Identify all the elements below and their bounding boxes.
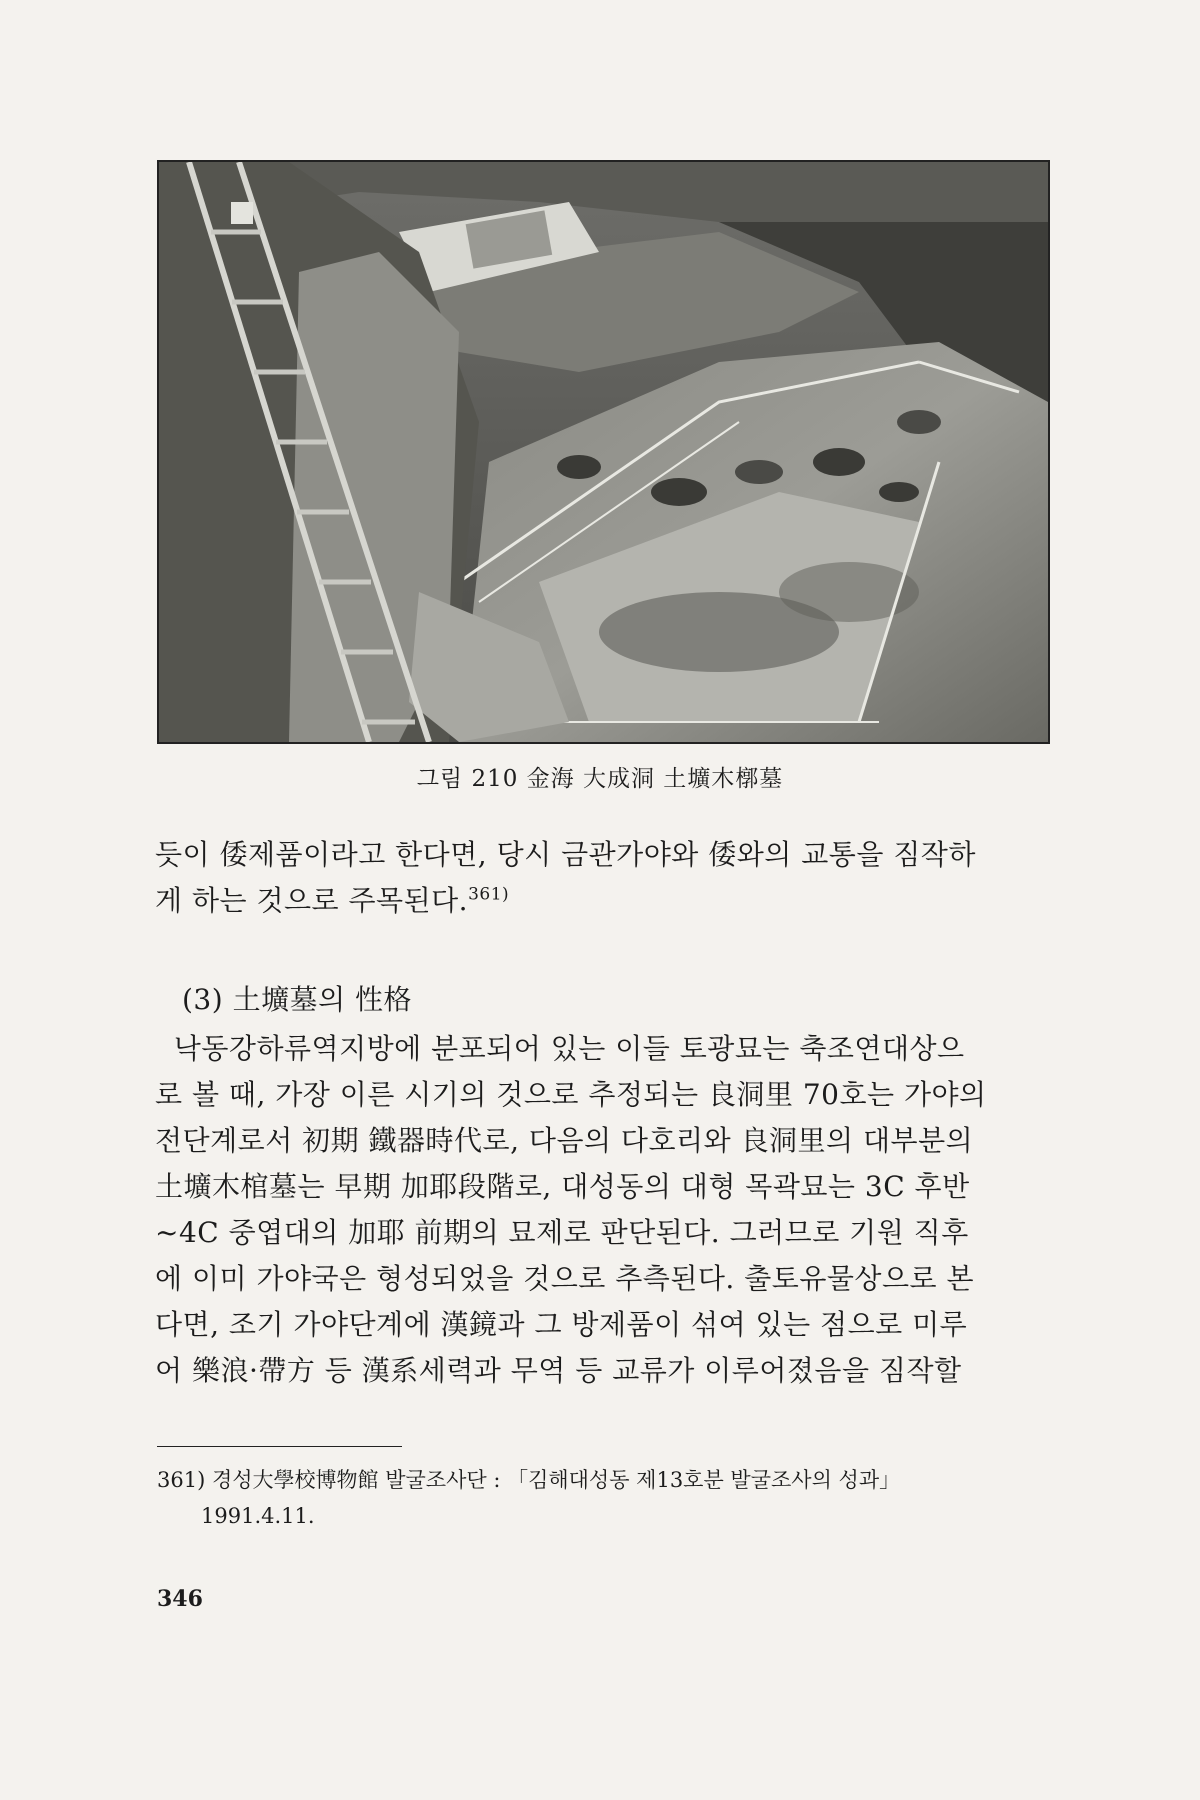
excavation-photo bbox=[157, 160, 1050, 744]
footnote-reference[interactable]: 361) bbox=[468, 884, 510, 905]
excavation-photo-image bbox=[159, 162, 1048, 742]
paragraph-line: ~4C 중엽대의 加耶 前期의 묘제로 판단된다. 그러므로 기원 직후 bbox=[155, 1216, 969, 1249]
page-number: 346 bbox=[157, 1586, 203, 1612]
paragraph-line: 에 이미 가야국은 형성되었을 것으로 추측된다. 출토유물상으로 본 bbox=[155, 1262, 975, 1295]
paragraph-line-with-ref bbox=[155, 878, 1048, 924]
footnote-divider bbox=[157, 1446, 402, 1447]
footnote bbox=[157, 1462, 1050, 1534]
paragraph-line: 전단계로서 初期 鐵器時代로, 다음의 다호리와 良洞里의 대부분의 bbox=[155, 1124, 974, 1157]
paragraph-line: 다면, 조기 가야단계에 漢鏡과 그 방제품이 섞여 있는 점으로 미루 bbox=[155, 1308, 968, 1341]
paragraph-line: 로 볼 때, 가장 이른 시기의 것으로 추정되는 良洞里 70호는 가야의 bbox=[155, 1078, 987, 1111]
footnote-text: 경성大學校博物館 발굴조사단 : 「김해대성동 제13호분 발굴조사의 성과」 bbox=[211, 1468, 901, 1492]
paragraph-line: 낙동강하류역지방에 분포되어 있는 이들 토광묘는 축조연대상으 bbox=[155, 1032, 965, 1065]
paragraph-line: 어 樂浪·帶方 등 漢系세력과 무역 등 교류가 이루어졌음을 짐작할 bbox=[155, 1354, 962, 1387]
section-heading: (3) 土壙墓의 性格 bbox=[182, 983, 413, 1016]
paragraph-body bbox=[155, 1026, 1048, 1394]
paragraph-line-text: 게 하는 것으로 주목된다. bbox=[155, 884, 469, 917]
footnote-date: 1991.4.11. bbox=[201, 1504, 315, 1528]
paragraph-line: 土壙木棺墓는 早期 加耶段階로, 대성동의 대형 목곽묘는 3C 후반 bbox=[155, 1170, 970, 1203]
figure-caption: 그림 210 金海 大成洞 土壙木槨墓 bbox=[416, 766, 784, 792]
paragraph-continuation bbox=[155, 832, 1048, 924]
footnote-number: 361) bbox=[157, 1468, 206, 1492]
paragraph-line: 듯이 倭제품이라고 한다면, 당시 금관가야와 倭와의 교통을 짐작하 bbox=[155, 838, 976, 871]
